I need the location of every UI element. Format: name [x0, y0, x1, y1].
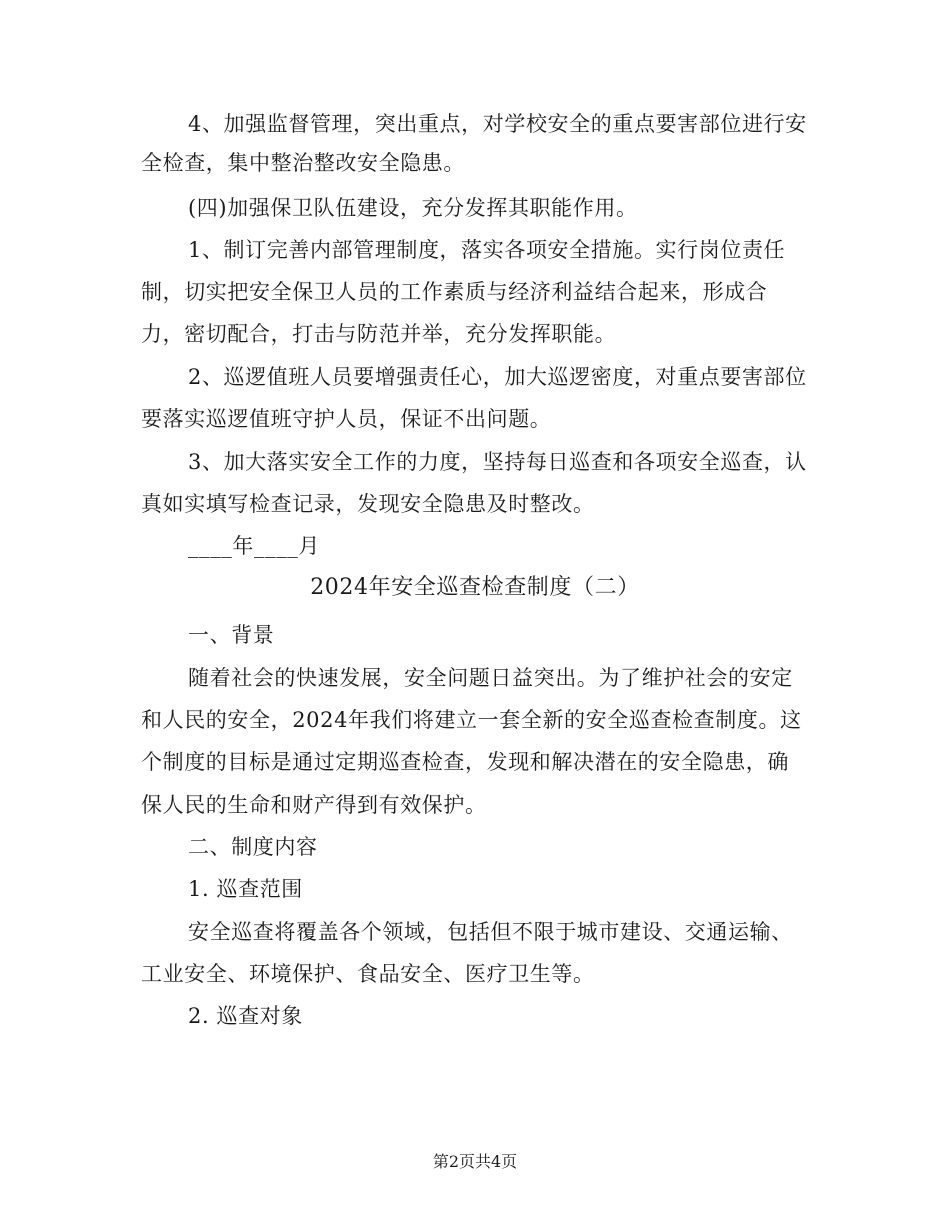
paragraph-line: 个制度的目标是通过定期巡查检查，发现和解决潜在的安全隐患，确	[141, 750, 789, 774]
date-line: ____年____月	[188, 534, 320, 558]
paragraph-line: 安全巡查将覆盖各个领域，包括但不限于城市建设、交通运输、	[188, 920, 793, 944]
paragraph-line: 1、制订完善内部管理制度，落实各项安全措施。实行岗位责任	[188, 238, 786, 262]
paragraph-line: 要落实巡逻值班守护人员，保证不出问题。	[141, 407, 552, 431]
paragraph-line: 力，密切配合，打击与防范并举，充分发挥职能。	[141, 322, 617, 346]
section-heading: (四)加强保卫队伍建设，充分发挥其职能作用。	[188, 196, 638, 220]
document-title: 2024年安全巡查检查制度（二）	[310, 575, 640, 600]
paragraph-line: 随着社会的快速发展，安全问题日益突出。为了维护社会的安定	[188, 666, 793, 690]
paragraph-line: 保人民的生命和财产得到有效保护。	[141, 793, 487, 817]
paragraph-line: 2、巡逻值班人员要增强责任心，加大巡逻密度，对重点要害部位	[188, 365, 807, 389]
paragraph-line: 3、加大落实安全工作的力度，坚持每日巡查和各项安全巡查，认	[188, 450, 807, 474]
subsection-heading: 1. 巡查范围	[188, 877, 303, 901]
paragraph-line: 真如实填写检查记录，发现安全隐患及时整改。	[141, 492, 595, 516]
paragraph-line: 制，切实把安全保卫人员的工作素质与经济利益结合起来，形成合	[141, 280, 768, 304]
paragraph-line: 4、加强监督管理，突出重点，对学校安全的重点要害部位进行安	[188, 112, 807, 136]
paragraph-line: 全检查，集中整治整改安全隐患。	[141, 151, 465, 175]
subsection-heading: 2. 巡查对象	[188, 1004, 303, 1028]
page-number: 第2页共4页	[432, 1152, 518, 1171]
section-heading: 一、背景	[188, 623, 275, 647]
paragraph-line: 工业安全、环境保护、食品安全、医疗卫生等。	[141, 962, 595, 986]
paragraph-line: 和人民的安全，2024年我们将建立一套全新的安全巡查检查制度。这	[141, 708, 802, 732]
section-heading: 二、制度内容	[188, 835, 318, 859]
